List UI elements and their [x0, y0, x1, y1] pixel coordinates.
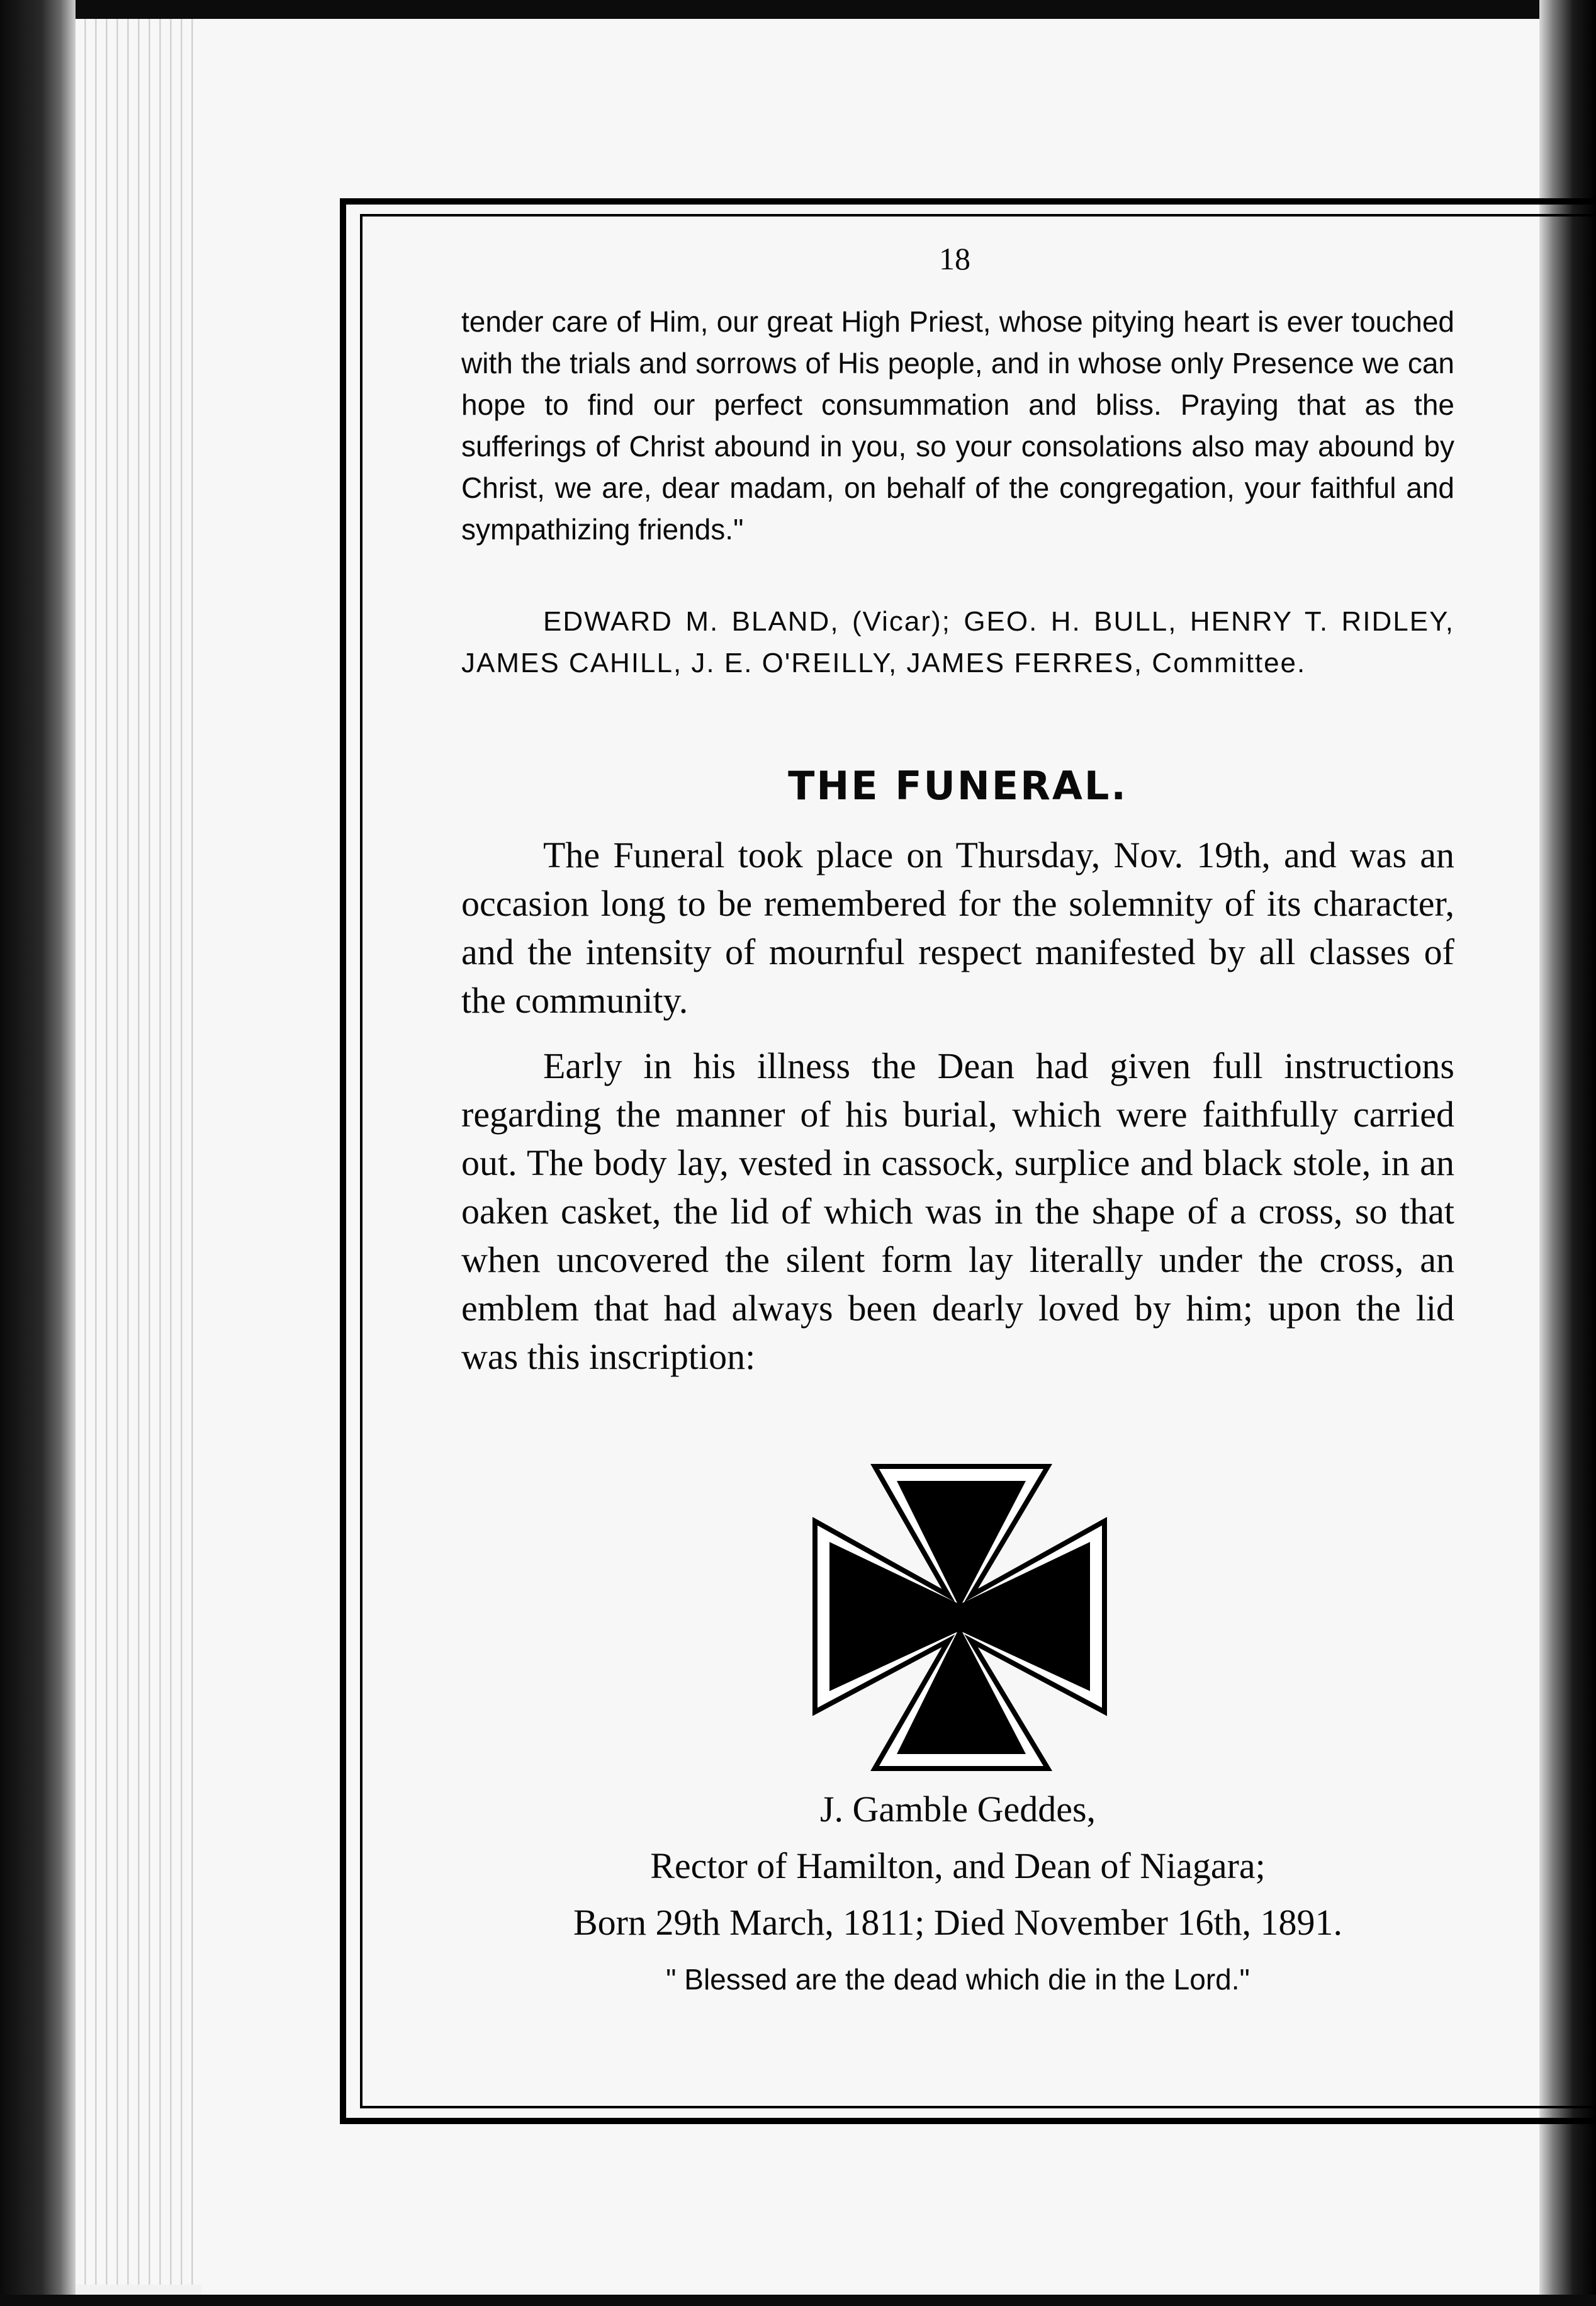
signatories: EDWARD M. BLAND, (Vicar); GEO. H. BULL, HENRY T. RIDLEY, JAMES CAHILL, J. E. O'REILLY, JAMES FERRES, Committee.	[461, 606, 1454, 678]
inscription-title: Rector of Hamilton, and Dean of Niagara;	[650, 1845, 1266, 1886]
funeral-paragraph-1: The Funeral took place on Thursday, Nov. 19th, and was an occasion long to be remembered for the solemnity of its character, and the intensity of mournful respect manifested by all classes of the community.	[461, 835, 1454, 1021]
page-number: 18	[939, 241, 970, 276]
inscription-dates: Born 29th March, 1811; Died November 16th, 1891.	[573, 1902, 1343, 1943]
scan-bottom-edge	[0, 2295, 1596, 2306]
scripture-quote: " Blessed are the dead which die in the Lord."	[666, 1963, 1250, 1996]
cross-pattee-icon	[809, 1463, 1111, 1772]
section-heading: THE FUNERAL.	[788, 763, 1128, 809]
letter-closing-paragraph: tender care of Him, our great High Priest, whose pitying heart is ever touched with the trials and sorrows of His people, and in whose only Presence we can hope to find our perfect consummation and bliss. Praying that as the sufferings of Christ abound in you, so your consolations also may abound by Christ, we are, dear madam, on behalf of the congregation, your faithful and sympathizing friends."	[461, 305, 1454, 546]
page-stack-edges	[76, 19, 220, 2285]
scan-top-edge	[0, 0, 1596, 19]
inscription-name: J. Gamble Geddes,	[819, 1789, 1096, 1830]
scan-left-edge	[0, 0, 76, 2306]
funeral-paragraph-2: Early in his illness the Dean had given full instructions regarding the manner of his burial, which were faithfully carried out. The body lay, vested in cassock, surplice and black stole, in an oaken casket, the lid of which was in the shape of a cross, so that when uncovered the silent form lay literally under the cross, an emblem that had always been dearly loved by him; upon the lid was this inscription:	[461, 1045, 1454, 1377]
